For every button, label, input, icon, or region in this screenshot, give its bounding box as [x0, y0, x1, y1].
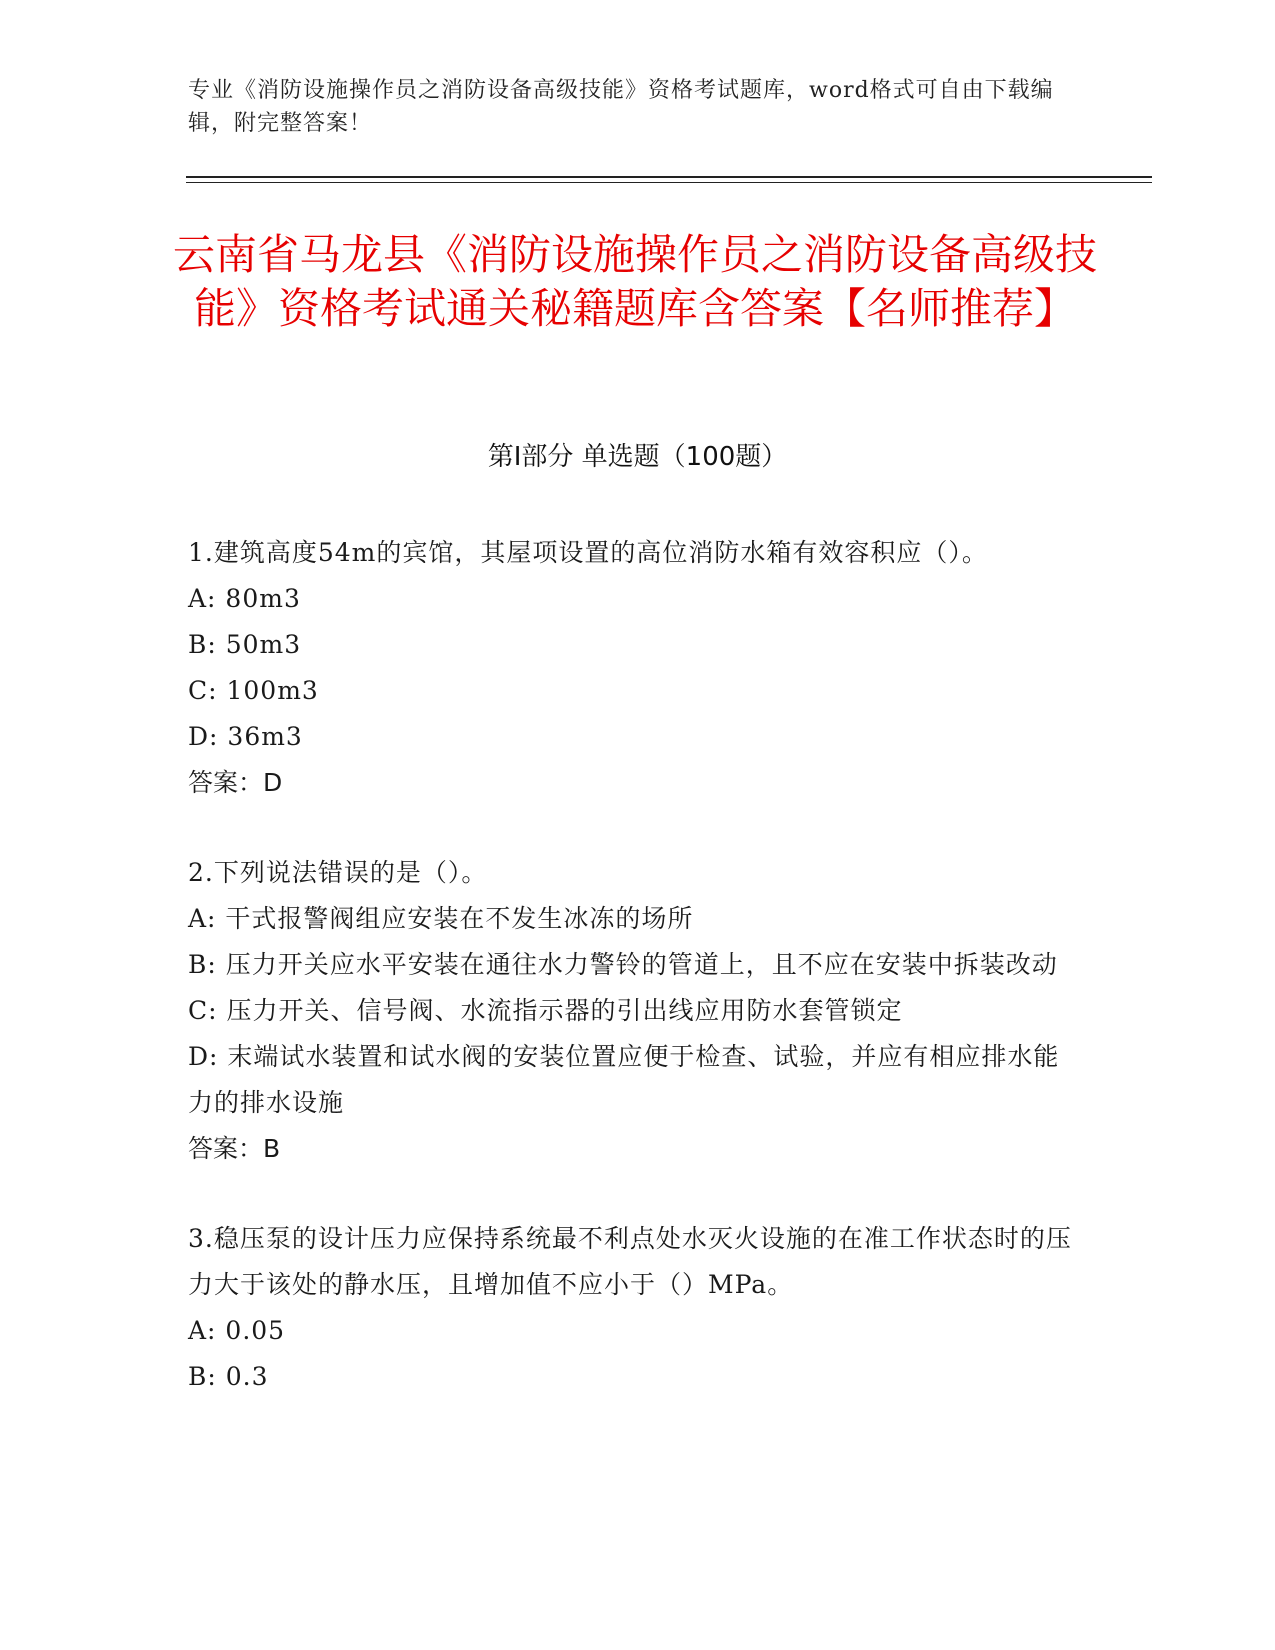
question-item	[188, 530, 1078, 806]
question-option: B: 50m3	[188, 630, 302, 659]
question-option: D: 36m3	[188, 722, 303, 751]
question-stem: 3.稳压泵的设计压力应保持系统最不利点处水灭火设施的在准工作状态时的压力大于该处的静水压，且增加值不应小于（）MPa。	[188, 1224, 1072, 1299]
header-divider-thick	[186, 176, 1152, 178]
question-answer: 答案：B	[188, 1134, 281, 1163]
question-item	[188, 850, 1078, 1172]
question-option: B: 压力开关应水平安装在通往水力警铃的管道上，且不应在安装中拆装改动	[188, 950, 1058, 979]
question-option: A: 干式报警阀组应安装在不发生冰冻的场所	[188, 904, 694, 933]
document-title: 云南省马龙县《消防设施操作员之消防设备高级技能》资格考试通关秘籍题库含答案【名师推荐】	[172, 230, 1097, 333]
header-note: 专业《消防设施操作员之消防设备高级技能》资格考试题库，word格式可自由下载编辑，附完整答案！	[188, 78, 1054, 136]
question-option: A: 0.05	[188, 1316, 286, 1345]
question-stem: 1.建筑高度54m的宾馆，其屋项设置的高位消防水箱有效容积应（）。	[188, 538, 988, 567]
question-option: C: 100m3	[188, 676, 319, 705]
header-divider-thin	[186, 182, 1152, 183]
question-option: D: 末端试水装置和试水阀的安装位置应便于检查、试验，并应有相应排水能力的排水设施	[188, 1042, 1060, 1117]
section-heading: 第I部分 单选题（100题）	[487, 442, 788, 472]
question-list	[188, 530, 1078, 1444]
question-option: C: 压力开关、信号阀、水流指示器的引出线应用防水套管锁定	[188, 996, 903, 1025]
question-item	[188, 1216, 1078, 1400]
question-stem: 2.下列说法错误的是（）。	[188, 858, 488, 887]
question-option: A: 80m3	[188, 584, 301, 613]
question-answer: 答案：D	[188, 768, 283, 797]
question-option: B: 0.3	[188, 1362, 269, 1391]
